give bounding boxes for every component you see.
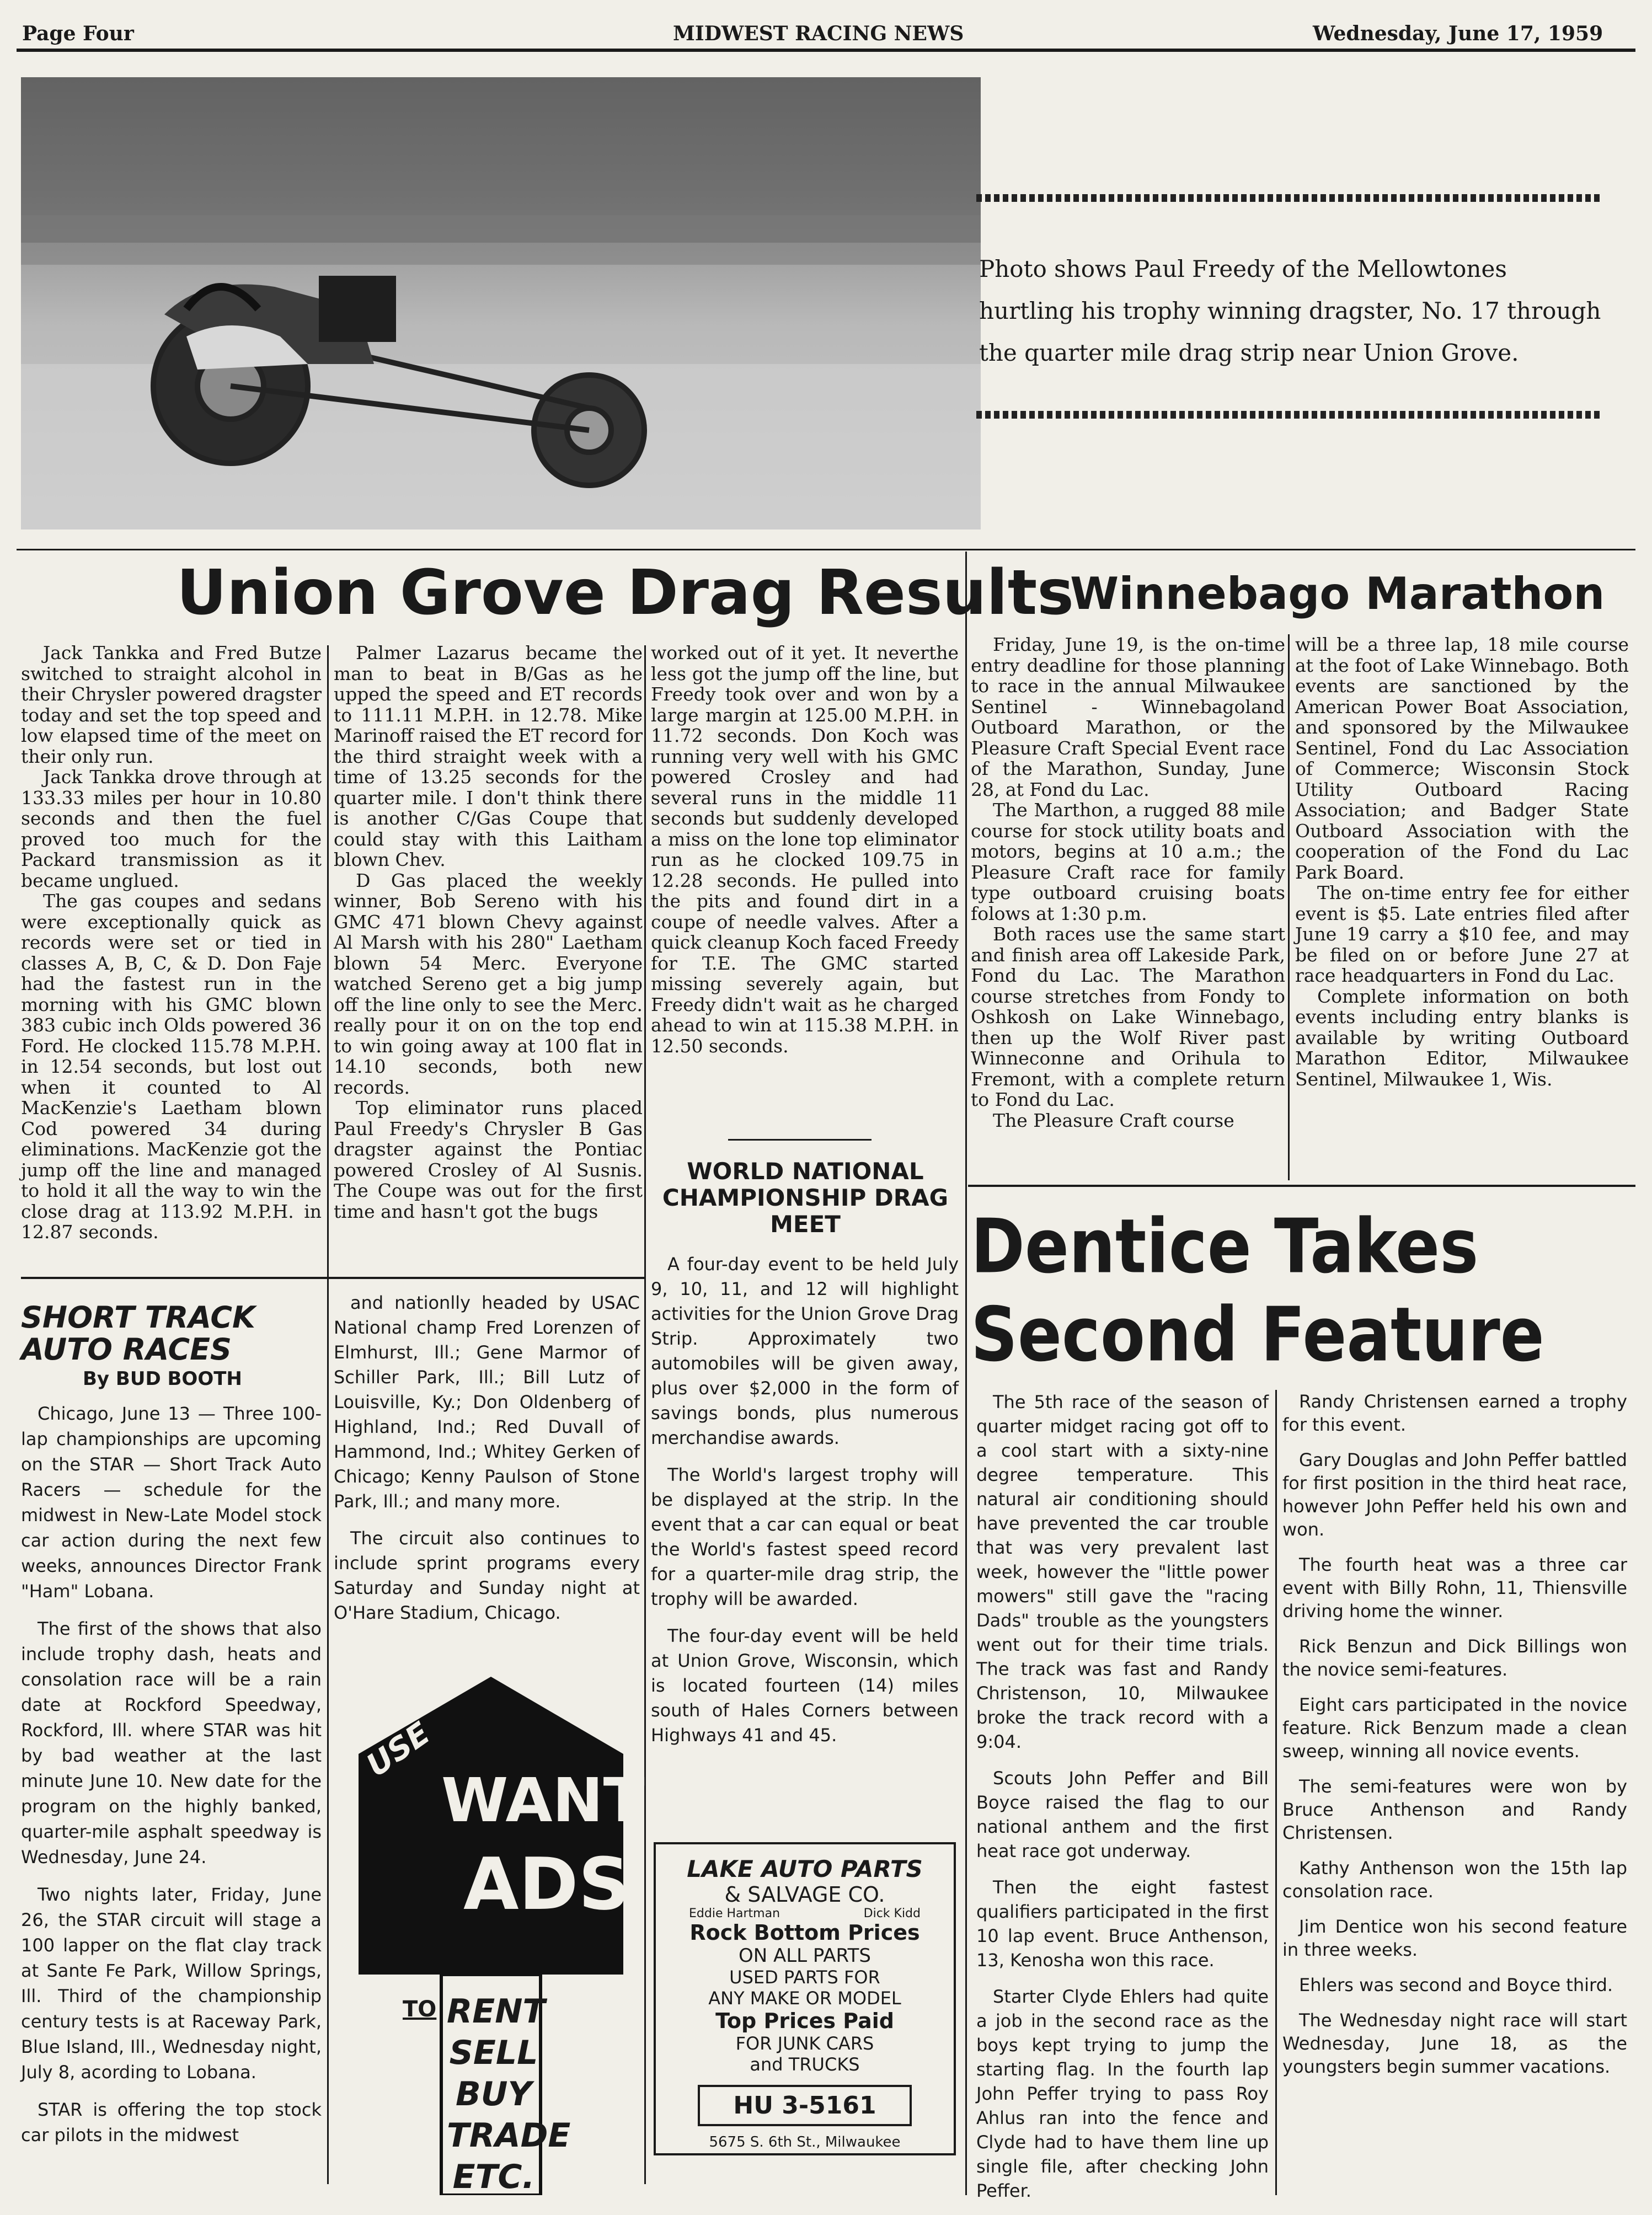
lake-auto-person1: Eddie Hartman xyxy=(689,1907,780,1920)
short-track-p6: The circuit also continues to include sprint programs every Saturday and Sunday night at O'Hare Stadium, Chicago. xyxy=(334,1528,640,1623)
dentice-p14: The Wednesday night race will start Wednesday, June 18, as the youngsters begin summer vacations. xyxy=(1282,2010,1627,2077)
union-grove-p7: worked out of it yet. It neverthe less got the jump off the line, but Freedy took over and won by a large margin at 125.00 M.P.H. in 11.72 seconds. Don Koch was running very well with his GMC powered Crosley and had several runs in the middle 11 seconds but suddenly developed a miss on the lone top eliminator run as he clocked 109.75 in 12.28 seconds. He pulled into the pits and found dirt in a coupe of needle valves. After a quick cleanup Koch faced Freedy for T.E. The GMC started missing severely again, but Freedy didn't wait as he charged ahead to win at 115.38 M.P.H. in 12.50 seconds. xyxy=(651,642,959,1057)
union-grove-p5: D Gas placed the weekly winner, Bob Sereno with his GMC 471 blown Chevy against Al Marsh with his 280" Laetham blown 54 Merc. Everyone watched Sereno get a big jump off the line only to see the Merc. really pour it on on the top end to win going away at 100 flat in 14.10 seconds, both new records. xyxy=(334,869,643,1098)
dentice-col2 xyxy=(1282,1390,1627,2090)
lake-auto-line1: Rock Bottom Prices xyxy=(689,1920,920,1945)
lake-auto-name2: & SALVAGE CO. xyxy=(724,1882,885,1907)
want-ads-rent: RENT xyxy=(447,1992,546,2031)
dentice-p1: The 5th race of the season of quarter midget racing got off to a cool start with a sixty-nine degree temperature. This natural air conditioning should have prevented the car trouble that was very prevalent last week, however the "little power mowers" still gave the "racing Dads" trouble as the youngsters went out for their time trials. The track was fast and Randy Christenson, 10, Milwaukee broke the track record with a 9:04. xyxy=(976,1392,1269,1752)
short-track-col2 xyxy=(334,1291,640,1638)
short-track-headline-1: SHORT TRACK xyxy=(21,1300,255,1335)
short-track-p4: STAR is offering the top stock car pilots in the midwest xyxy=(21,2099,322,2146)
dentice-p10: The semi-features were won by Bruce Anthenson and Randy Christensen. xyxy=(1282,1776,1627,1843)
winnebago-p7: Complete information on both events including entry blanks is available by writing Outboard Marathon Editor, Milwaukee Sentinel, Milwaukee 1, Wis. xyxy=(1295,985,1629,1090)
union-grove-p1: Jack Tankka and Fred Butze switched to straight alcohol in their Chrysler powered dragster today and set the top speed and low elapsed time of the meet on their only run. xyxy=(21,642,322,767)
dentice-p11: Kathy Anthenson won the 15th lap consolation race. xyxy=(1282,1858,1627,1902)
short-track-p5: and nationlly headed by USAC National champ Fred Lorenzen of Elmhurst, Ill.; Gene Marmor of Schiller Park, Ill.; Bill Lutz of Louisville, Ky.; Don Oldenberg of Highland, Ind.; Red Duvall of Hammond, Ind.; Whitey Gerken of Chicago; Kenny Paulson of Stone Park, Ill.; and many more. xyxy=(334,1292,640,1512)
want-ads-sell: SELL xyxy=(449,2034,538,2072)
want-ads-to: TO xyxy=(403,1997,437,2022)
lake-auto-line2: ON ALL PARTS xyxy=(738,1945,872,1967)
dragster-illustration xyxy=(21,77,981,529)
world-national-headline: WORLD NATIONAL CHAMPIONSHIP DRAG MEET xyxy=(662,1158,949,1238)
winnebago-headline: Winnebago Marathon xyxy=(1070,568,1605,619)
want-ads-trade: TRADE xyxy=(447,2116,571,2155)
want-ads-list xyxy=(447,1991,571,2198)
want-ads-want: WANT xyxy=(441,1765,645,1836)
winnebago-col1 xyxy=(971,634,1285,1131)
short-track-rule xyxy=(21,1277,644,1279)
union-grove-col2 xyxy=(334,643,643,1222)
want-ads-etc: ETC. xyxy=(452,2158,535,2196)
world-national-p3: The four-day event will be held at Union Grove, Wisconsin, which is located fourteen (14) miles south of Hales Corners between Highways 41 and 45. xyxy=(651,1625,959,1746)
dentice-p4: Starter Clyde Ehlers had quite a job in the second race as the boys kept trying to jump the starting flag. In the fourth lap John Peffer trying to pass Roy Ahlus ran into the fence and Clyde had to have them line up single file, after checking John Peffer. xyxy=(976,1986,1269,2201)
want-ads-use: USE xyxy=(360,1715,437,1784)
dentice-p13: Ehlers was second and Boyce third. xyxy=(1299,1975,1613,1995)
dentice-p5: Randy Christensen earned a trophy for this event. xyxy=(1282,1391,1627,1435)
dentice-p8: Rick Benzun and Dick Billings won the novice semi-features. xyxy=(1282,1636,1627,1680)
world-national-body xyxy=(651,1252,959,1760)
short-track-p3: Two nights later, Friday, June 26, the STAR circuit will stage a 100 lapper on the flat clay track at Sante Fe Park, Willow Springs, Ill. Third of the championship century tests is at Raceway Park, Blue Island, Ill., Wednesday night, July 8, acording to Lobana. xyxy=(21,1884,322,2083)
lake-auto-ad xyxy=(654,1842,956,2155)
dentice-headline-1: Dentice Takes xyxy=(971,1202,1479,1290)
want-ads-buy: BUY xyxy=(456,2075,532,2114)
union-grove-col1 xyxy=(21,643,322,1243)
col-divider-1 xyxy=(327,645,329,2184)
dentice-p9: Eight cars participated in the novice feature. Rick Benzum made a clean sweep, winning all novice events. xyxy=(1282,1694,1627,1762)
lake-auto-name: LAKE AUTO PARTS xyxy=(687,1855,923,1882)
winnebago-p4: The Pleasure Craft course xyxy=(993,1109,1234,1131)
dentice-p3: Then the eight fastest qualifiers participated in the first 10 lap event. Bruce Anthenson, 13, Kenosha won this race. xyxy=(976,1877,1269,1971)
lake-auto-owners xyxy=(656,1907,954,1920)
short-track-p2: The first of the shows that also include trophy dash, heats and consolation race will be a rain date at Rockford Speedway, Rockford, Ill. where STAR was hit by bad weather at the last minute June 10. New date for the program on the highly banked, quarter-mile asphalt speedway is Wednesday, June 24. xyxy=(21,1618,322,1868)
short-rule xyxy=(728,1139,872,1141)
union-grove-p3: The gas coupes and sedans were exceptionally quick as records were set or tied in classes A, B, C, & D. Don Faje had the fastest run in the morning with his GMC blown 383 cubic inch Olds powered 36 Ford. He clocked 115.78 M.P.H. in 12.54 seconds, but lost out when it counted to Al MacKenzie's Laetham blown Cod powered 34 during eliminations. MacKenzie got the jump off the line and managed to hold it all the way to win the close drag at 113.92 M.P.H. in 12.87 seconds. xyxy=(21,890,322,1243)
col-divider-2 xyxy=(644,645,646,2184)
lake-auto-phone: HU 3-5161 xyxy=(698,2085,912,2126)
section-rule xyxy=(17,549,1635,550)
union-grove-p6: Top eliminator runs placed Paul Freedy's Chrysler B Gas dragster against the Pontiac powered Crosley of Al Susnis. The Coupe was out for the first time and hasn't got the bugs xyxy=(334,1097,643,1222)
lake-auto-line6: FOR JUNK CARS xyxy=(735,2033,874,2054)
caption-top-dash xyxy=(976,194,1600,202)
page-number: Page Four xyxy=(22,22,134,45)
paper-title: MIDWEST RACING NEWS xyxy=(673,22,964,45)
winnebago-divider xyxy=(1288,634,1290,1180)
short-track-p1: Chicago, June 13 — Three 100-lap championships are upcoming on the STAR — Short Track Auto Racers — schedule for the midwest in New-Late Model stock car action during the next few weeks, announces Director Frank "Ham" Lobana. xyxy=(21,1403,322,1602)
lake-auto-line5: Top Prices Paid xyxy=(715,2009,894,2033)
winnebago-p6: The on-time entry fee for either event is $5. Late entries filed after June 19 carry a $10 fee, and may be filed on or before June 27 at race headquarters in Fond du Lac. xyxy=(1295,882,1629,986)
dentice-divider xyxy=(1275,1390,1277,2195)
world-national-p1: A four-day event to be held July 9, 10, 11, and 12 will highlight activities for the Union Grove Drag Strip. Approximately two automobiles will be given away, plus over $2,000 in the form of savings bonds, plus numerous merchandise awards. xyxy=(651,1254,959,1448)
winnebago-p5: will be a three lap, 18 mile course at the foot of Lake Winnebago. Both events are sanctioned by the American Power Boat Association, and sponsored by the Milwaukee Sentinel, Fond du Lac Association of Commerce; Wisconsin Stock Utility Outboard Racing Association; and Badger State Outboard Association with the cooperation of the Fond du Lac Park Board. xyxy=(1295,634,1629,883)
short-track-byline: By BUD BOOTH xyxy=(83,1368,242,1390)
lake-auto-address: 5675 S. 6th St., Milwaukee xyxy=(709,2134,901,2150)
dentice-rule xyxy=(968,1185,1635,1187)
winnebago-col2 xyxy=(1295,634,1629,1089)
want-ads-ads: ADS xyxy=(463,1842,630,1926)
dragster-photo xyxy=(21,77,981,529)
dentice-col1 xyxy=(976,1390,1269,2215)
world-national-p2: The World's largest trophy will be displayed at the strip. In the event that a car can equal or beat the World's fastest speed record for a quarter-mile drag strip, the trophy will be awarded. xyxy=(651,1464,959,1609)
short-track-col1 xyxy=(21,1401,322,2160)
winnebago-p3: Both races use the same start and finish area off Lakeside Park, Fond du Lac. The Marathon course stretches from Fondy to Oshkosh on Lake Winnebago, then up the Wolf River past Winneconne and Orihula to Fremont, with a complete return to Fond du Lac. xyxy=(971,923,1285,1110)
lake-auto-line7: and TRUCKS xyxy=(750,2054,860,2075)
want-ads-ad xyxy=(347,1666,645,2196)
dentice-p7: The fourth heat was a three car event with Billy Rohn, 11, Thiensville driving home the winner. xyxy=(1282,1554,1627,1622)
lake-auto-line3: USED PARTS FOR xyxy=(729,1967,880,1988)
dentice-p6: Gary Douglas and John Peffer battled for first position in the third heat race, however John Peffer held his own and won. xyxy=(1282,1449,1627,1540)
union-grove-p2: Jack Tankka drove through at 133.33 miles per hour in 10.80 seconds and then the fuel proved too much for the Packard transmission as it became unglued. xyxy=(21,766,322,891)
issue-date: Wednesday, June 17, 1959 xyxy=(1313,22,1603,45)
dentice-p2: Scouts John Peffer and Bill Boyce raised the flag to our national anthem and the first heat race got underway. xyxy=(976,1768,1269,1861)
winnebago-p1: Friday, June 19, is the on-time entry deadline for those planning to race in the annual Milwaukee Sentinel - Winnebagoland Outboard Marathon, or the Pleasure Craft Special Event race of the Marathon, Sunday, June 28, at Fond du Lac. xyxy=(971,634,1285,800)
union-grove-headline: Union Grove Drag Results xyxy=(177,557,1074,629)
photo-caption: Photo shows Paul Freedy of the Mellowtones hurtling his trophy winning dragster, No. 17 through the quarter mile drag strip near Union Grove. xyxy=(979,255,1601,366)
union-grove-p4: Palmer Lazarus became the man to beat in B/Gas as he upped the speed and ET records to 111.11 M.P.H. in 12.78. Mike Marinoff raised the ET record for the third straight week with a time of 13.25 seconds for the quarter mile. I don't think there is another C/Gas Coupe that could stay with this Laitham blown Chev. xyxy=(334,642,643,870)
union-grove-col3 xyxy=(651,643,959,1056)
dentice-headline-2: Second Feature xyxy=(971,1291,1544,1378)
dentice-p12: Jim Dentice won his second feature in three weeks. xyxy=(1282,1916,1627,1960)
masthead-rule xyxy=(17,49,1635,52)
short-track-headline-2: AUTO RACES xyxy=(21,1332,232,1367)
winnebago-p2: The Marthon, a rugged 88 mile course for stock utility boats and motors, begins at 10 a.m.; the Pleasure Craft race for family type outboard cruising boats folows at 1:30 p.m. xyxy=(971,799,1285,924)
lake-auto-line4: ANY MAKE OR MODEL xyxy=(708,1988,901,2009)
caption-bottom-dash xyxy=(976,411,1600,419)
lake-auto-person2: Dick Kidd xyxy=(863,1907,921,1920)
column-divider-right xyxy=(965,552,967,2195)
